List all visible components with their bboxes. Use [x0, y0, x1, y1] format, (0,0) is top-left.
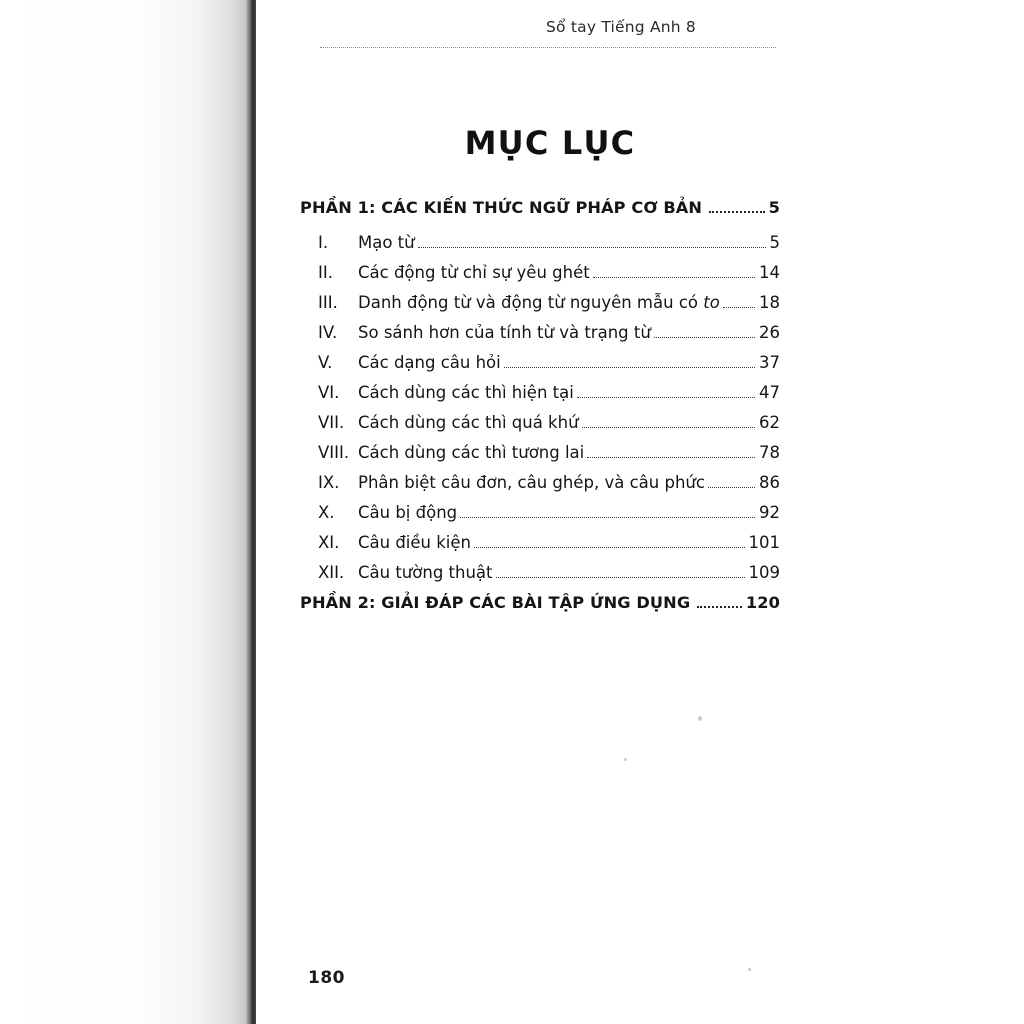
toc-leader-dots [697, 606, 742, 608]
toc-entry-number: VII. [318, 413, 345, 432]
toc-entry-page: 5 [768, 198, 780, 217]
toc-leader-dots [654, 337, 755, 338]
toc-entry-number: III. [318, 293, 338, 312]
page-title: MỤC LỤC [464, 124, 636, 162]
toc-entry-label: Cách dùng các thì hiện tại [358, 383, 574, 402]
toc-entry-number: X. [318, 503, 335, 522]
toc-entry-row[interactable] [300, 445, 780, 462]
toc-entry-number: II. [318, 263, 333, 282]
toc-entry-row[interactable] [300, 415, 780, 432]
toc-part-row[interactable] [300, 200, 780, 217]
toc-entry-row[interactable] [300, 505, 780, 522]
toc-entry-row[interactable] [300, 325, 780, 342]
book-left-edge [0, 0, 252, 1024]
toc-leader-dots [723, 307, 755, 308]
toc-entry-page: 101 [748, 533, 780, 552]
running-head: Sổ tay Tiếng Anh 8 [546, 18, 696, 36]
toc-entry-number: I. [318, 233, 329, 252]
page-number: 180 [308, 968, 345, 988]
paper-speck [698, 716, 702, 721]
toc-leader-dots [593, 277, 755, 278]
toc-entry-number: VI. [318, 383, 340, 402]
toc-leader-dots [587, 457, 755, 458]
toc-entry-label: Câu điều kiện [358, 533, 471, 552]
toc-entry-row[interactable] [300, 535, 780, 552]
toc-entry-label: Câu bị động [358, 503, 458, 522]
paper-speck [748, 968, 751, 971]
toc-leader-dots [708, 487, 755, 488]
toc-entry-page: 5 [769, 233, 780, 252]
toc-entry-row[interactable] [300, 475, 780, 492]
toc-entry-page: 37 [759, 353, 780, 372]
toc-entry-page: 86 [759, 473, 780, 492]
toc-entry-number: XII. [318, 563, 345, 582]
toc-leader-dots [418, 247, 766, 248]
toc-entry-page: 18 [759, 293, 780, 312]
toc-entry-label: PHẦN 2: GIẢI ĐÁP CÁC BÀI TẬP ỨNG DỤNG [300, 593, 691, 612]
toc-entry-label: Các động từ chỉ sự yêu ghét [358, 263, 590, 282]
toc-entry-label: Các dạng câu hỏi [358, 353, 501, 372]
toc-entry-page: 78 [759, 443, 780, 462]
toc-leader-dots [474, 547, 745, 548]
toc-part-row[interactable] [300, 595, 780, 612]
toc-entry-label: Danh động từ và động từ nguyên mẫu có to [358, 293, 720, 312]
toc-entry-label: Mạo từ [358, 233, 415, 252]
toc-entry-page: 14 [759, 263, 780, 282]
toc-entry-row[interactable] [300, 355, 780, 372]
toc-leader-dots [582, 427, 755, 428]
table-of-contents [300, 198, 780, 630]
toc-entry-page: 109 [748, 563, 780, 582]
toc-entry-row[interactable] [300, 235, 780, 252]
toc-entry-number: V. [318, 353, 333, 372]
toc-entry-number: IX. [318, 473, 340, 492]
paper-speck [624, 758, 627, 761]
toc-entry-number: XI. [318, 533, 340, 552]
toc-entry-row[interactable] [300, 265, 780, 282]
toc-entry-label: Câu tường thuật [358, 563, 493, 582]
toc-entry-row[interactable] [300, 295, 780, 312]
book-gutter-shadow [246, 0, 256, 1024]
toc-entry-row[interactable] [300, 385, 780, 402]
toc-entry-label: So sánh hơn của tính từ và trạng từ [358, 323, 651, 342]
toc-entry-label: PHẦN 1: CÁC KIẾN THỨC NGỮ PHÁP CƠ BẢN [300, 198, 703, 217]
toc-entry-page: 120 [745, 593, 780, 612]
toc-entry-page: 47 [759, 383, 780, 402]
toc-leader-dots [460, 517, 755, 518]
toc-leader-dots [504, 367, 755, 368]
toc-entry-page: 92 [759, 503, 780, 522]
toc-entry-number: VIII. [318, 443, 350, 462]
toc-leader-dots [577, 397, 755, 398]
toc-entry-label: Cách dùng các thì tương lai [358, 443, 585, 462]
toc-entry-label: Cách dùng các thì quá khứ [358, 413, 579, 432]
toc-entry-row[interactable] [300, 565, 780, 582]
toc-entry-number: IV. [318, 323, 338, 342]
toc-entry-page: 62 [759, 413, 780, 432]
toc-entry-page: 26 [759, 323, 780, 342]
header-divider [320, 47, 776, 48]
toc-leader-dots [496, 577, 745, 578]
toc-leader-dots [709, 211, 765, 213]
toc-entry-label: Phân biệt câu đơn, câu ghép, và câu phức [358, 473, 705, 492]
